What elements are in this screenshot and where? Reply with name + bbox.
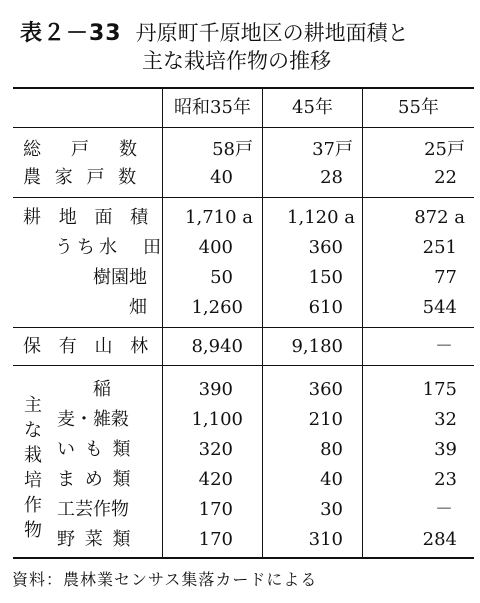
cell: 77 xyxy=(434,267,457,288)
cell: 80 xyxy=(320,439,343,460)
col-header-45: 45年 xyxy=(292,97,333,118)
title-line-1: 丹原町千原地区の耕地面積と xyxy=(135,21,409,45)
cell: 420 xyxy=(198,469,233,490)
cell: 390 xyxy=(198,379,233,400)
crops-group-label: 主 な 栽 培 作 物 xyxy=(24,395,42,541)
row-label-forest: 保 有 山 林 xyxy=(23,336,155,357)
rule-forest-bottom xyxy=(13,365,474,366)
rule-top xyxy=(13,87,474,89)
cell: 30 xyxy=(320,499,343,520)
row-label-total-households: 総 戸 数 xyxy=(23,139,143,160)
cell: 360 xyxy=(308,237,343,258)
col-header-55: 55年 xyxy=(398,97,439,118)
data-table xyxy=(13,87,474,559)
row-label-potatoes: い も 類 xyxy=(57,439,133,460)
cell: 610 xyxy=(308,297,343,318)
cell: 251 xyxy=(422,237,457,258)
cell: 23 xyxy=(434,469,457,490)
cell: 170 xyxy=(198,499,233,520)
cell: － xyxy=(435,336,453,357)
cell: 25戸 xyxy=(424,139,465,160)
rule-bottom xyxy=(13,557,474,559)
source-note: 資料：農林業センサス集落カードによる xyxy=(12,570,318,589)
cell: 400 xyxy=(198,237,233,258)
col-header-s35: 昭和35年 xyxy=(174,97,251,118)
cell: 39 xyxy=(434,439,457,460)
cell: 40 xyxy=(210,167,233,188)
cell: 22 xyxy=(434,167,457,188)
rule-header-bottom xyxy=(13,127,474,128)
cell: 175 xyxy=(422,379,457,400)
table-number: 表２－33 xyxy=(20,21,122,46)
cell: 1,120 a xyxy=(287,207,355,228)
cell: 210 xyxy=(308,409,343,430)
title-line-2: 主な栽培作物の推移 xyxy=(142,49,331,73)
row-label-wheat-grains: 麦・雑穀 xyxy=(57,409,129,430)
cell: 28 xyxy=(320,167,343,188)
cell: 150 xyxy=(308,267,343,288)
row-label-farm-households: 農 家 戸 数 xyxy=(23,167,141,188)
cell: 320 xyxy=(198,439,233,460)
cell: 544 xyxy=(422,297,457,318)
rule-households-bottom xyxy=(13,197,474,198)
rule-farmland-bottom xyxy=(13,327,474,328)
cell: 360 xyxy=(308,379,343,400)
row-label-orchard: 樹園地 xyxy=(93,267,147,288)
row-label-beans: ま め 類 xyxy=(57,469,133,490)
row-label-industrial-crops: 工芸作物 xyxy=(57,499,129,520)
cell: 1,260 xyxy=(191,297,243,318)
cell: 50 xyxy=(210,267,233,288)
cell: 1,100 xyxy=(191,409,243,430)
table-title xyxy=(20,16,470,76)
row-label-paddy: うち水 田 xyxy=(55,237,165,258)
cell: 58戸 xyxy=(212,139,253,160)
row-label-vegetables: 野 菜 類 xyxy=(57,529,133,550)
cell: － xyxy=(435,499,453,520)
cell: 1,710 a xyxy=(185,207,253,228)
row-label-field: 畑 xyxy=(129,297,147,318)
cell: 170 xyxy=(198,529,233,550)
cell: 284 xyxy=(422,529,457,550)
cell: 9,180 xyxy=(291,336,343,357)
cell: 40 xyxy=(320,469,343,490)
cell: 872 a xyxy=(414,207,465,228)
cell: 37戸 xyxy=(312,139,353,160)
cell: 32 xyxy=(434,409,457,430)
cell: 8,940 xyxy=(191,336,243,357)
cell: 310 xyxy=(308,529,343,550)
row-label-farmland: 耕 地 面 積 xyxy=(23,207,155,228)
row-label-rice: 稲 xyxy=(93,379,111,400)
